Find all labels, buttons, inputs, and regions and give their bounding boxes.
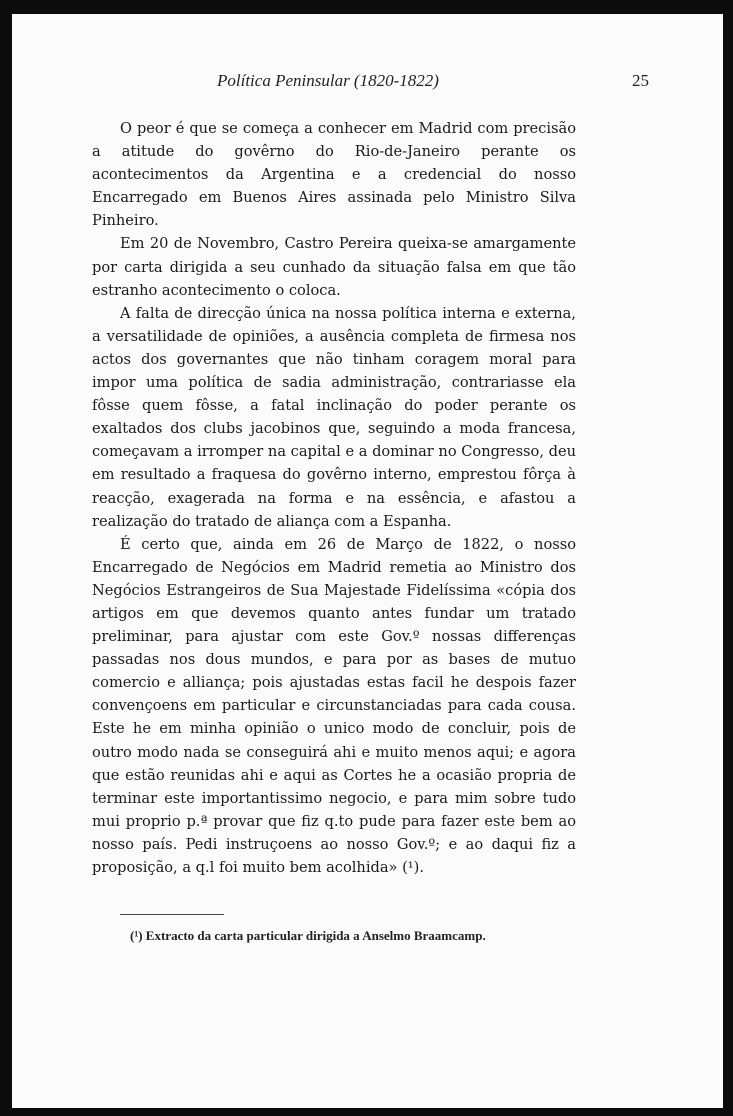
book-page bbox=[12, 14, 723, 1108]
page-number: 25 bbox=[632, 71, 649, 90]
footnote-divider bbox=[120, 914, 224, 915]
footnote: (¹) Extracto da carta particular dirigida a Anselmo Braamcamp. bbox=[130, 928, 486, 943]
body-text bbox=[92, 117, 576, 879]
paragraph: A falta de direcção única na nossa política interna e externa, a versatilidade de opiniões, a ausência completa de firmesa nos actos dos governantes que não tinham coragem moral para impor uma política de sadia administração, contrariasse ela fôsse quem fôsse, a fatal inclinação do poder perante os exaltados dos clubs jacobinos que, seguindo a moda francesa, começavam a irromper na capital e a dominar no Congresso, deu em resultado a fraquesa do govêrno interno, emprestou fôrça à reacção, exagerada na forma e na essência, e afastou a realização do tratado de aliança com a Espanha. bbox=[92, 304, 576, 530]
paragraph: É certo que, ainda em 26 de Março de 1822, o nosso Encarregado de Negócios em Madrid remetia ao Ministro dos Negócios Estrangeiros de Sua Majestade Fidelíssima «cópia dos artigos em que devemos quanto antes fundar um tratado preliminar, para ajustar com este Gov.º nossas differenças passadas nos dous mundos, e para por as bases de mutuo comercio e alliança; pois ajustadas estas facil he despois fazer convençoens em particular e circunstanciadas para cada cousa. Este he em minha opinião o unico modo de concluir, pois de outro modo nada se conseguirá ahi e muito menos aqui; e agora que estão reunidas ahi e aqui as Cortes he a ocasião propria de terminar este importantissimo negocio, e para mim sobre tudo mui proprio p.ª provar que fiz q.to pude para fazer este bem ao nosso país. Pedi instruçoens ao nosso Gov.º; e ao daqui fiz a proposição, a q.l foi muito bem acolhida» (¹). bbox=[92, 535, 576, 876]
running-title: Política Peninsular (1820-1822) bbox=[217, 71, 439, 90]
paragraph: O peor é que se começa a conhecer em Madrid com precisão a atitude do govêrno do Rio-de-Janeiro perante os acontecimentos da Argentina e a credencial do nosso Encarregado em Buenos Aires assinada pelo Ministro Silva Pinheiro. bbox=[92, 120, 576, 230]
page-header bbox=[92, 71, 663, 97]
paragraph: Em 20 de Novembro, Castro Pereira queixa-se amargamente por carta dirigida a seu cunhado da situação falsa em que tão estranho acontecimento o coloca. bbox=[92, 235, 576, 299]
